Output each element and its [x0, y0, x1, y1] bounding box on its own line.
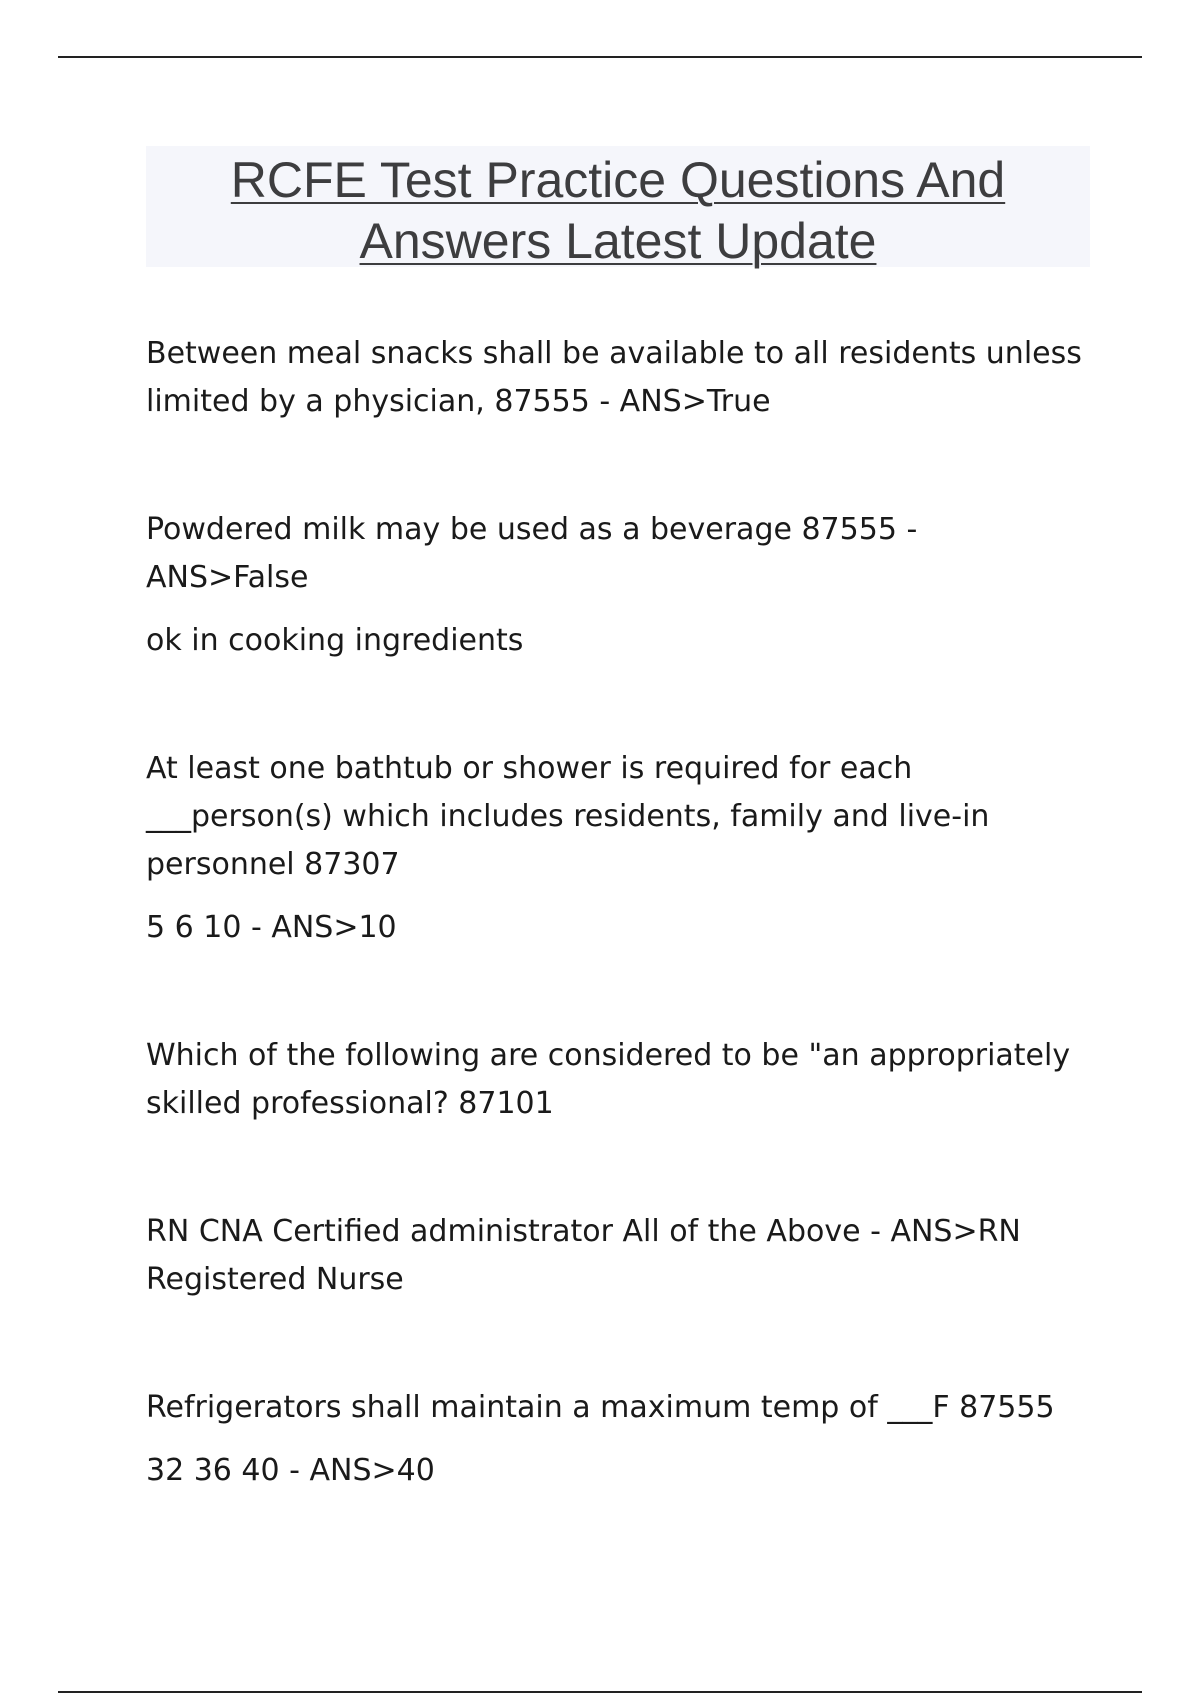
question-text: Powdered milk may be used as a beverage 87555 - ANS>False [146, 512, 918, 595]
qa-item [146, 1384, 1086, 1495]
qa-item [146, 1208, 1086, 1304]
qa-item [146, 1032, 1086, 1128]
question-text: At least one bathtub or shower is required for each ___person(s) which includes residents, family and live-in personnel 87307 [146, 751, 990, 882]
question-text: Between meal snacks shall be available to all residents unless limited by a physician, 87555 - ANS>True [146, 336, 1082, 419]
question-text: Which of the following are considered to be "an appropriately skilled professional? 87101 [146, 1038, 1071, 1121]
qa-item [146, 330, 1086, 426]
answer-options: 5 6 10 - ANS>10 [146, 910, 397, 945]
top-divider [58, 56, 1142, 58]
qa-item [146, 745, 1086, 952]
qa-content [146, 330, 1086, 1495]
document-title: RCFE Test Practice Questions And Answers Latest Update [230, 152, 1006, 269]
answer-options: 32 36 40 - ANS>40 [146, 1453, 435, 1488]
answer-note: ok in cooking ingredients [146, 623, 524, 658]
answer-options: RN CNA Certified administrator All of the Above - ANS>RN Registered Nurse [146, 1214, 1021, 1297]
question-text: Refrigerators shall maintain a maximum temp of ___F 87555 [146, 1390, 1055, 1425]
bottom-divider [58, 1691, 1142, 1693]
qa-item [146, 506, 1086, 665]
title-banner [146, 146, 1090, 267]
